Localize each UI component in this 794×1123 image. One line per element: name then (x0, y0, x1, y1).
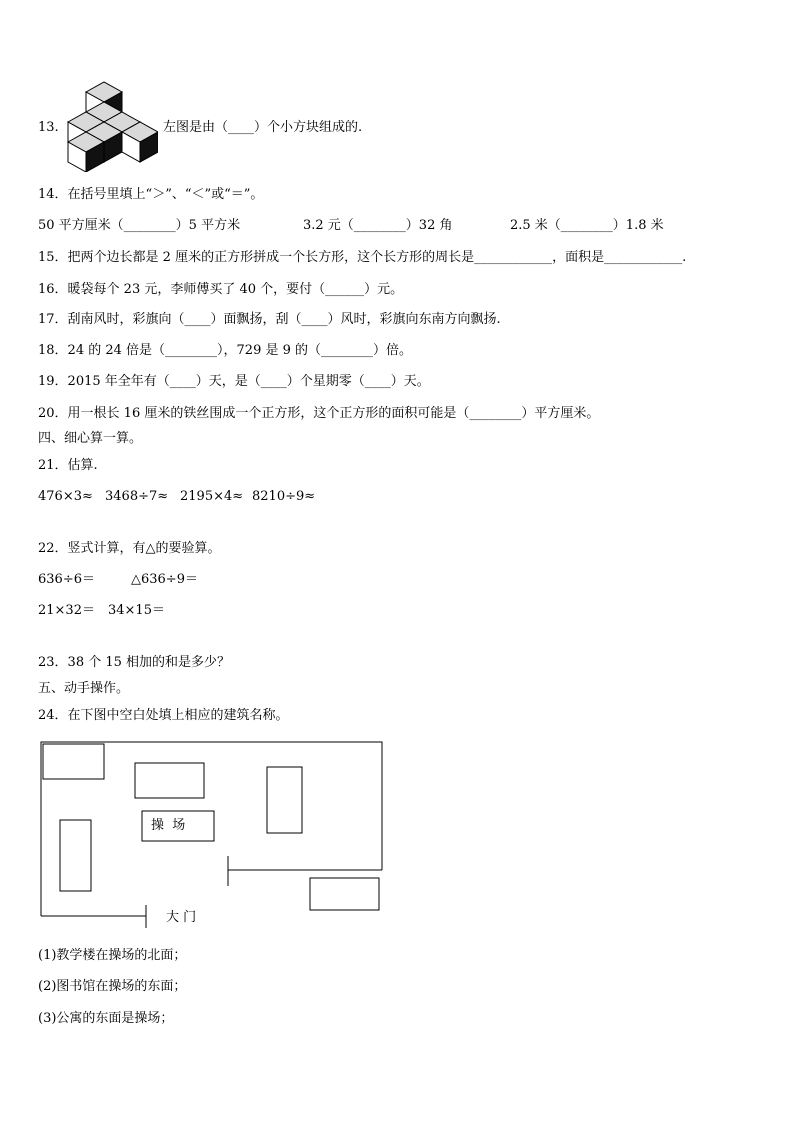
playground-label: 操 场 (151, 818, 186, 833)
blank-building-bottom-right (310, 878, 379, 910)
section-4-heading: 四、细心算一算。 (38, 431, 143, 446)
gate-label: 大 门 (166, 910, 197, 925)
q14-title: 14．在括号里填上“＞”、“＜”或“＝”。 (38, 187, 264, 202)
section-5-heading: 五、动手操作。 (38, 681, 130, 696)
q17-text: 17．刮南风时，彩旗向（____）面飘扬，刮（____）风时，彩旗向东南方向飘扬. (38, 312, 501, 327)
blank-building-top-left (43, 744, 104, 779)
q22-title: 22．竖式计算，有△的要验算。 (38, 541, 221, 556)
q19-text: 19．2015 年全年有（____）天，是（____）个星期零（____）天。 (38, 374, 430, 389)
q24-title: 24．在下图中空白处填上相应的建筑名称。 (38, 708, 289, 723)
q16-text: 16．暖袋每个 23 元，李师傅买了 40 个，要付（______）元。 (38, 282, 404, 297)
q22-expr-1: 636÷6＝ (38, 572, 95, 587)
cube-stack-figure (66, 80, 158, 172)
q24-sub-3: (3)公寓的东面是操场； (38, 1011, 174, 1026)
q14-item-2: 3.2 元（________）32 角 (303, 218, 453, 233)
q21-item-2: 3468÷7≈ (105, 489, 169, 504)
q13-number: 13. (38, 120, 59, 135)
campus-boundary (41, 742, 382, 916)
q15-text: 15．把两个边长都是 2 厘米的正方形拼成一个长方形，这个长方形的周长是____________，面积是____________. (38, 250, 687, 265)
blank-building-right (267, 767, 302, 833)
q14-item-3: 2.5 米（________）1.8 米 (510, 218, 664, 233)
q22-expr-2: △636÷9＝ (131, 572, 198, 587)
q21-item-3: 2195×4≈ (180, 489, 244, 504)
q24-sub-2: (2)图书馆在操场的东面； (38, 979, 187, 994)
q18-text: 18．24 的 24 倍是（________），729 是 9 的（________）倍。 (38, 343, 413, 358)
q20-text: 20．用一根长 16 厘米的铁丝围成一个正方形，这个正方形的面积可能是（________）平方厘米。 (38, 406, 600, 421)
campus-map (36, 735, 386, 935)
q21-title: 21．估算. (38, 458, 98, 473)
q22-expr-4: 34×15＝ (108, 603, 165, 618)
q23-text: 23．38 个 15 相加的和是多少？ (38, 655, 231, 670)
q13-text: 左图是由（____）个小方块组成的. (163, 120, 363, 135)
q21-item-1: 476×3≈ (38, 489, 93, 504)
q24-sub-1: (1)教学楼在操场的北面； (38, 948, 187, 963)
q22-expr-3: 21×32＝ (38, 603, 95, 618)
q14-item-1: 50 平方厘米（________）5 平方米 (38, 218, 241, 233)
blank-building-left (60, 820, 91, 891)
q21-item-4: 8210÷9≈ (252, 489, 316, 504)
blank-building-top-center (135, 763, 204, 798)
